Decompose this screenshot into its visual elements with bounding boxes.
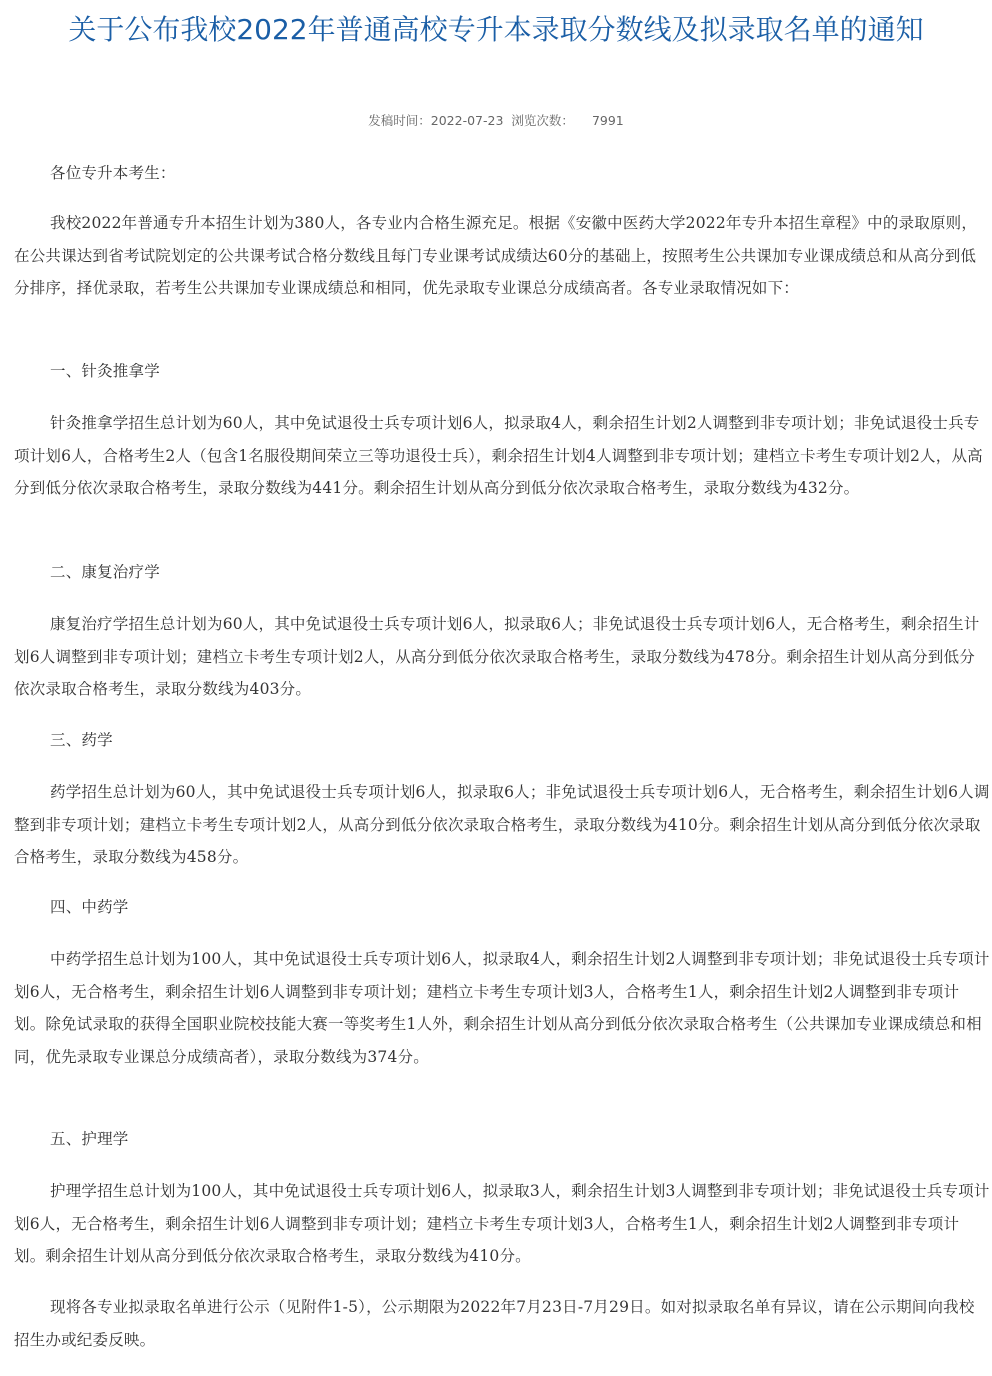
article-meta	[0, 111, 992, 131]
section-heading: 四、中药学	[50, 898, 129, 916]
publish-label: 发稿时间：	[368, 113, 431, 128]
intro-paragraph: 我校2022年普通专升本招生计划为380人，各专业内合格生源充足。根据《安徽中医药大学2022年专升本招生章程》中的录取原则，在公共课达到省考试院划定的公共课考试合格分数线且每门专业课考试成绩达60分的基础上，按照考生公共课加专业课成绩总和从高分到低分排序，择优录取，若考生公共课加专业课成绩总和相同，优先录取专业课总分成绩高者。各专业录取情况如下：	[14, 214, 978, 297]
section-heading: 一、针灸推拿学	[50, 362, 160, 380]
section-body: 护理学招生总计划为100人，其中免试退役士兵专项计划6人，拟录取3人，剩余招生计划3人调整到非专项计划；非免试退役士兵专项计划6人，无合格考生，剩余招生计划6人调整到非专项计划；建档立卡考生专项计划3人，合格考生1人，剩余招生计划2人调整到非专项计划。剩余招生计划从高分到低分依次录取合格考生，录取分数线为410分。	[14, 1182, 990, 1265]
section-body: 中药学招生总计划为100人，其中免试退役士兵专项计划6人，拟录取4人，剩余招生计划2人调整到非专项计划；非免试退役士兵专项计划6人，无合格考生，剩余招生计划6人调整到非专项计划；建档立卡考生专项计划3人，合格考生1人，剩余招生计划2人调整到非专项计划。除免试录取的获得全国职业院校技能大赛一等奖考生1人外，剩余招生计划从高分到低分依次录取合格考生（公共课加专业课成绩总和相同，优先录取专业课总分成绩高者），录取分数线为374分。	[14, 950, 990, 1066]
section-body: 康复治疗学招生总计划为60人，其中免试退役士兵专项计划6人，拟录取6人；非免试退役士兵专项计划6人，无合格考生，剩余招生计划6人调整到非专项计划；建档立卡考生专项计划2人，从高分到低分依次录取合格考生，录取分数线为478分。剩余招生计划从高分到低分依次录取合格考生，录取分数线为403分。	[14, 615, 980, 698]
section-heading: 二、康复治疗学	[50, 563, 160, 581]
section-body: 针灸推拿学招生总计划为60人，其中免试退役士兵专项计划6人，拟录取4人，剩余招生计划2人调整到非专项计划；非免试退役士兵专项计划6人，合格考生2人（包含1名服役期间荣立三等功退役士兵），剩余招生计划4人调整到非专项计划；建档立卡考生专项计划2人，从高分到低分依次录取合格考生，录取分数线为441分。剩余招生计划从高分到低分依次录取合格考生，录取分数线为432分。	[14, 414, 983, 497]
views-label: 浏览次数：	[511, 113, 574, 128]
section-heading: 三、药学	[50, 731, 113, 749]
section-heading: 五、护理学	[50, 1130, 129, 1148]
section-body: 药学招生总计划为60人，其中免试退役士兵专项计划6人，拟录取6人；非免试退役士兵专项计划6人，无合格考生，剩余招生计划6人调整到非专项计划；建档立卡考生专项计划2人，从高分到低分依次录取合格考生，录取分数线为410分。剩余招生计划从高分到低分依次录取合格考生，录取分数线为458分。	[14, 783, 990, 866]
publish-date: 2022-07-23	[430, 113, 504, 128]
greeting: 各位专升本考生：	[50, 164, 176, 182]
views-count: 7991	[591, 113, 624, 128]
closing-paragraph: 现将各专业拟录取名单进行公示（见附件1-5），公示期限为2022年7月23日-7月29日。如对拟录取名单有异议，请在公示期间向我校招生办或纪委反映。	[14, 1298, 975, 1349]
article-title: 关于公布我校2022年普通高校专升本录取分数线及拟录取名单的通知	[68, 13, 924, 46]
